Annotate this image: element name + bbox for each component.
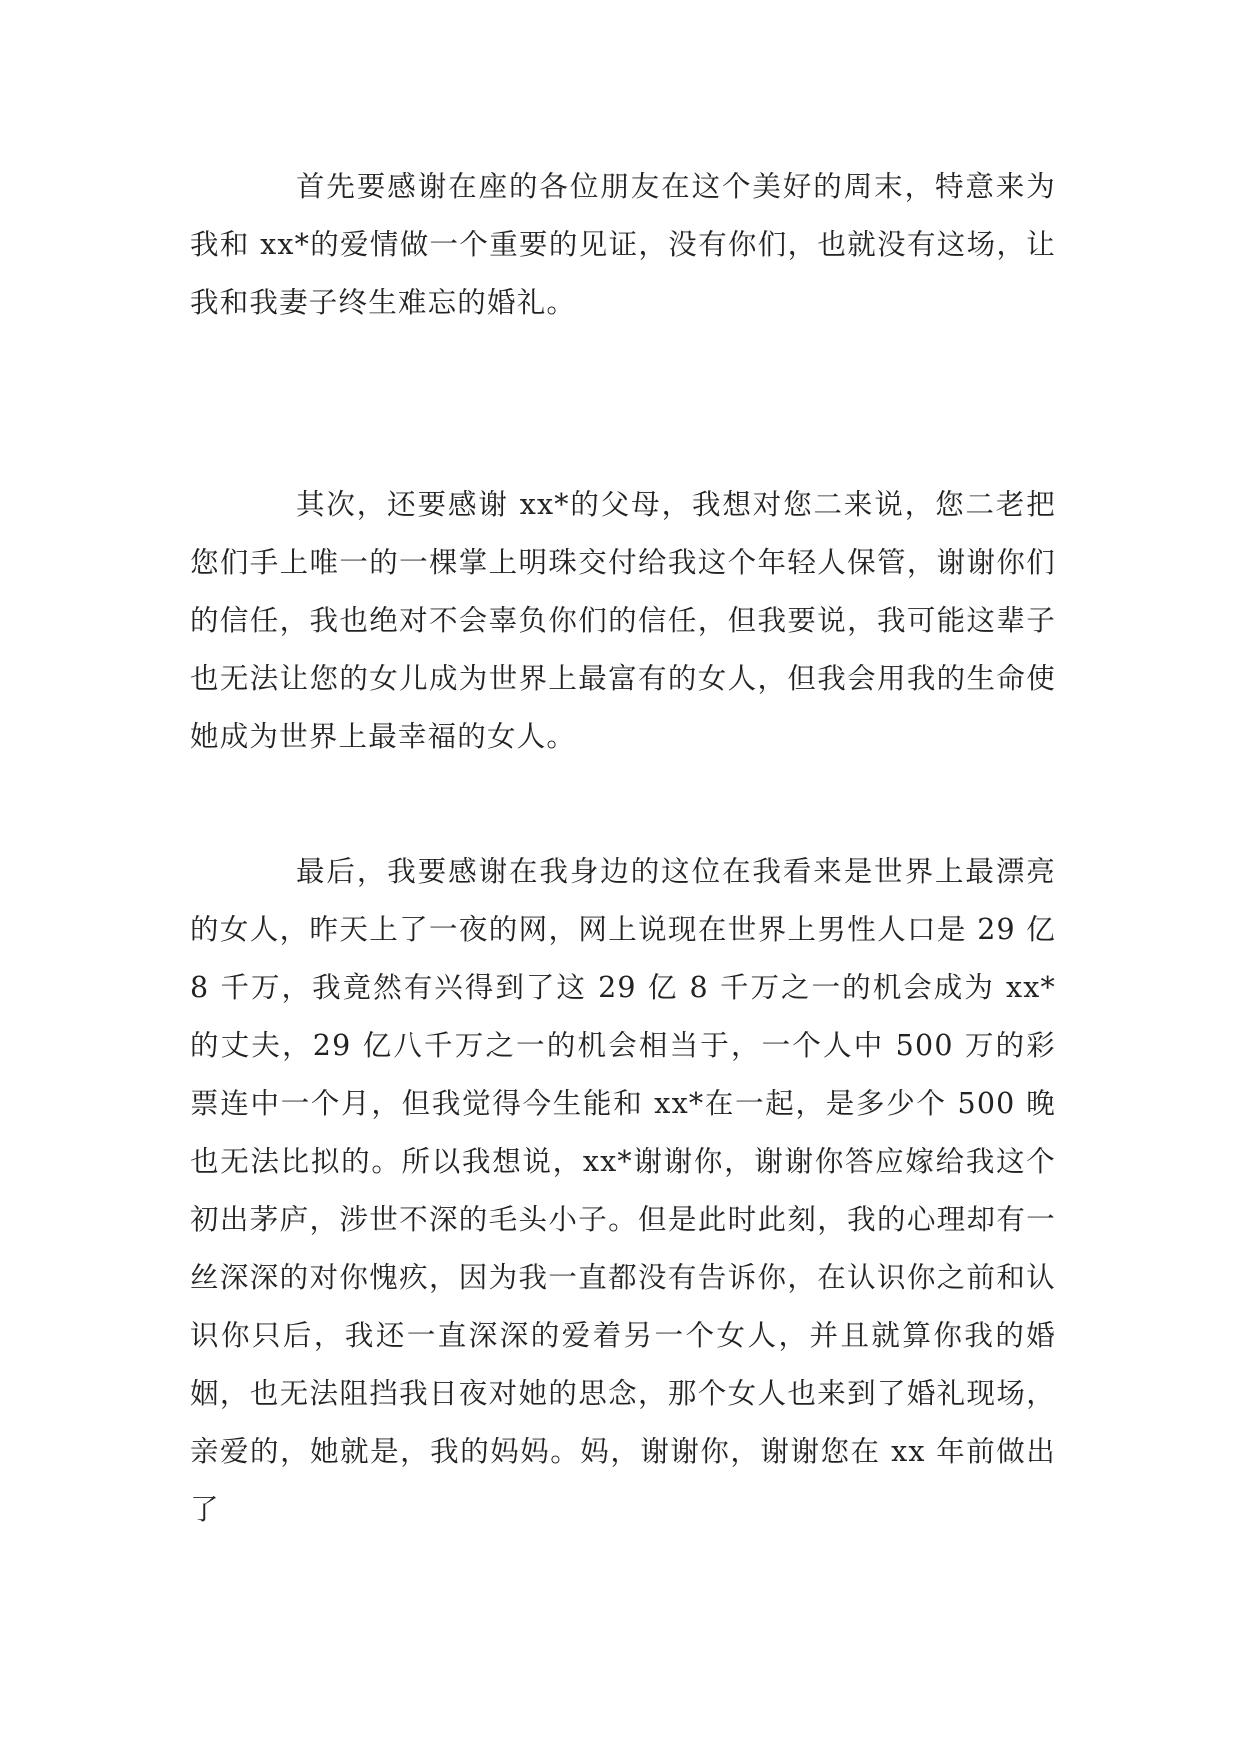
paragraph-thanks-friends: 首先要感谢在座的各位朋友在这个美好的周末，特意来为我和 xx*的爱情做一个重要的见证，没有你们，也就没有这场，让我和我妻子终生难忘的婚礼。 — [190, 170, 1056, 319]
paragraph-thanks-parents: 其次，还要感谢 xx*的父母，我想对您二来说，您二老把您们手上唯一的一棵掌上明珠交付给我这个年轻人保管，谢谢你们的信任，我也绝对不会辜负你们的信任，但我要说，我可能这辈子也无法让您的女儿成为世界上最富有的女人，但我会用我的生命使她成为世界上最幸福的女人。 — [190, 488, 1056, 753]
paragraph-thanks-wife-and-mother: 最后，我要感谢在我身边的这位在我看来是世界上最漂亮的女人，昨天上了一夜的网，网上说现在世界上男性人口是 29 亿 8 千万，我竟然有兴得到了这 29 亿 8 千万之一的机会成为 xx*的丈夫，29 亿八千万之一的机会相当于，一个人中 500 万的彩票连中一个月，但我觉得今生能和 xx*在一起，是多少个 500 晚也无法比拟的。所以我想说，xx*谢谢你，谢谢你答应嫁给我这个初出茅庐，涉世不深的毛头小子。但是此时此刻，我的心理却有一丝深深的对你愧疚，因为我一直都没有告诉你，在认识你之前和认识你只后，我还一直深深的爱着另一个女人，并且就算你我的婚姻，也无法阻挡我日夜对她的思念，那个女人也来到了婚礼现场，亲爱的，她就是，我的妈妈。妈，谢谢你，谢谢您在 xx 年前做出了 — [190, 855, 1056, 1526]
